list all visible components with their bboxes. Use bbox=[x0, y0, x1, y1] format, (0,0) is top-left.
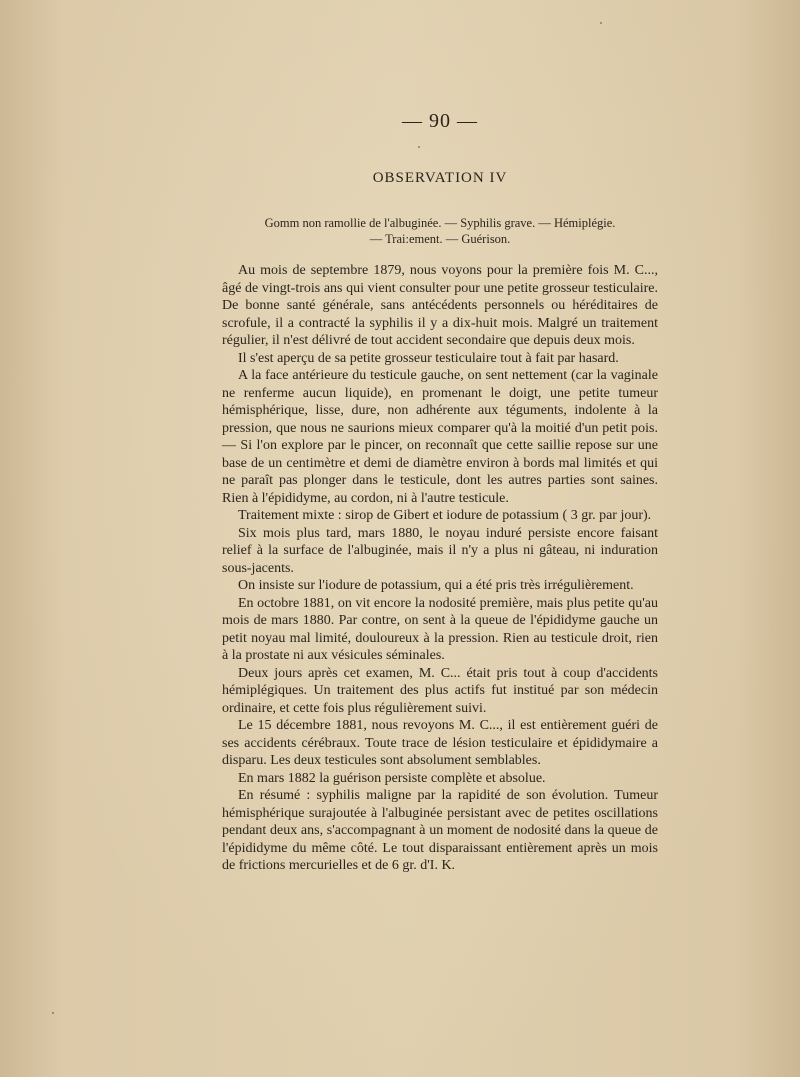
observation-subtitle-line1: Gomm non ramollie de l'albuginée. — Syphilis grave. — Hémiplégie. bbox=[264, 216, 616, 230]
paragraph: En octobre 1881, on vit encore la nodosité première, mais plus petite qu'au mois de mars 1880. Par contre, on sent à la queue de l'épididyme gauche un petit noyau mal limité, douloureux à la pression. Rien au testicule droit, rien à la prostate ni aux vésicules séminales. bbox=[222, 595, 658, 663]
observation-title: OBSERVATION IV bbox=[372, 170, 508, 186]
paragraph: Traitement mixte : sirop de Gibert et iodure de potassium ( 3 gr. par jour). bbox=[238, 508, 652, 523]
paragraph: Six mois plus tard, mars 1880, le noyau induré persiste encore faisant relief à la surface de l'albuginée, mais il n'y a plus ni gâteau, ni induration sous-jacents. bbox=[222, 525, 658, 576]
paper-speck bbox=[600, 22, 602, 24]
observation-body bbox=[222, 262, 658, 875]
paragraph: Le 15 décembre 1881, nous revoyons M. C..., il est entièrement guéri de ses accidents cérébraux. Toute trace de lésion testiculaire et épididymaire a disparu. Les deux testicules sont absolument semblables. bbox=[222, 718, 658, 768]
paragraph: Deux jours après cet examen, M. C... était pris tout à coup d'accidents hémiplégiques. Un traitement des plus actifs fut institué par son médecin ordinaire, et cette fois plus régulièrement suivi. bbox=[222, 665, 658, 716]
paragraph: On insiste sur l'iodure de potassium, qui a été pris très irrégulièrement. bbox=[238, 578, 634, 593]
page-number: — 90 — bbox=[402, 110, 478, 132]
paper-speck bbox=[52, 1012, 54, 1014]
paragraph: Au mois de septembre 1879, nous voyons pour la première fois M. C..., âgé de vingt-trois ans qui vient consulter pour une petite grosseur testiculaire. De bonne santé générale, sans antécédents personnels ou héréditaires de scrofule, il a contracté la syphilis il y a dix-huit mois. Malgré un traitement régulier, il n'est délivré de tout accident secondaire que depuis deux mois. bbox=[222, 263, 658, 348]
paragraph: En mars 1882 la guérison persiste complète et absolue. bbox=[238, 770, 546, 786]
paragraph: A la face antérieure du testicule gauche, on sent nettement (car la vaginale ne renferme aucun liquide), en promenant le doigt, une petite tumeur hémisphérique, lisse, dure, non adhérente aux téguments, indolente à la pression, que nous ne saurions mieux comparer qu'à la moitié d'un petit pois. — Si l'on explore par le pincer, on reconnaît que cette saillie repose sur une base de un centimètre et demi de diamètre environ à bords mal limités et qui ne paraît pas plonger dans le testicule, dont les autres parties sont saines. Rien à l'épididyme, au cordon, ni à l'autre testicule. bbox=[222, 368, 658, 506]
observation-subtitle-line2: — Trai:ement. — Guérison. bbox=[369, 232, 511, 246]
paper-speck bbox=[418, 146, 420, 148]
paragraph: Il s'est aperçu de sa petite grosseur testiculaire tout à fait par hasard. bbox=[238, 350, 619, 366]
paragraph: En résumé : syphilis maligne par la rapidité de son évolution. Tumeur hémisphérique surajoutée à l'albuginée persistant avec de petites oscillations pendant deux ans, s'accompagnant à un moment de nodosité dans la queue de l'épididyme du même côté. Le tout disparaissant entièrement après un mois de frictions mercurielles et de 6 gr. d'I. K. bbox=[222, 788, 658, 873]
